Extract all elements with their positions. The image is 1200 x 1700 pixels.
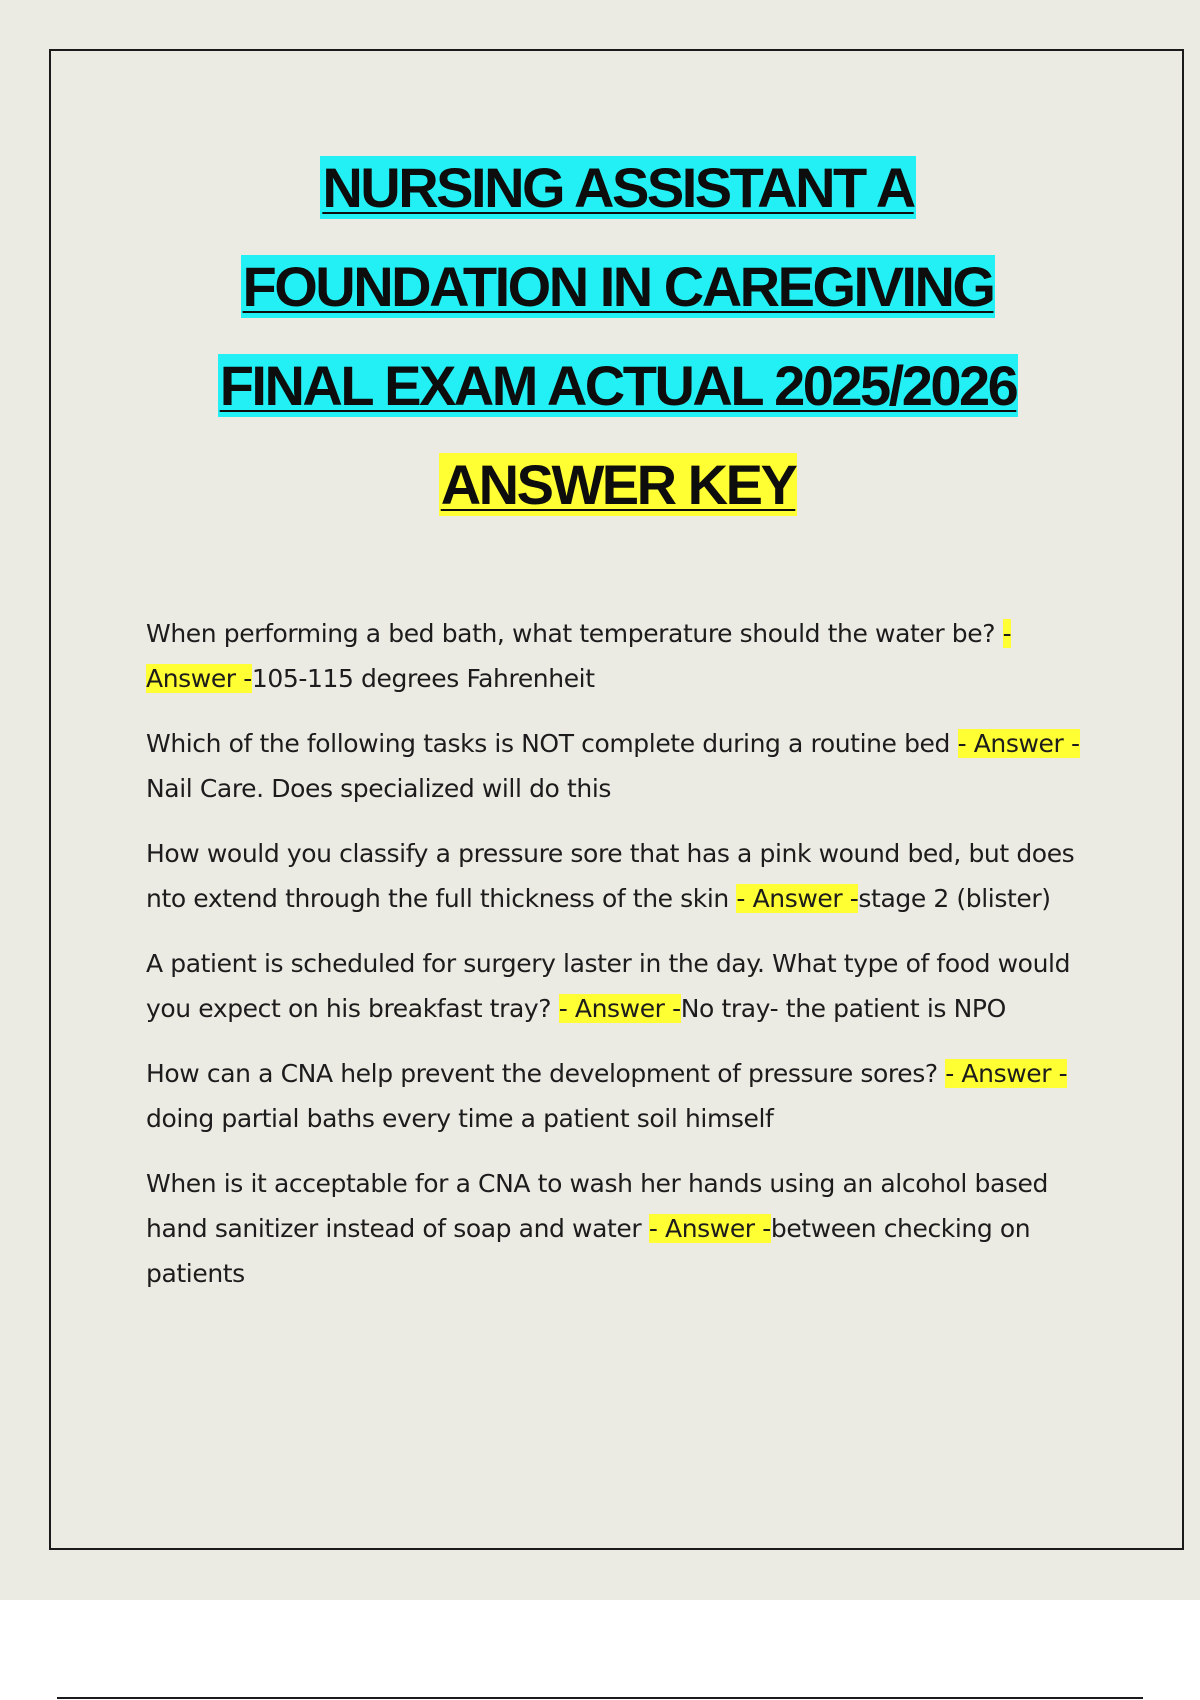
answer-tag: - Answer - [957,729,1080,758]
question-text: Which of the following tasks is NOT complete during a routine bed [146,729,958,758]
answer-tag: - Answer - [146,619,1012,693]
title-text: NURSING ASSISTANT A [322,156,914,219]
qa-item [146,831,1101,921]
question-text: When performing a bed bath, what temperature should the water be? [146,619,1003,648]
question-answer-list [146,611,1101,1316]
question-text: How would you classify a pressure sore that has a pink wound bed, but does nto extend through the full thickness of the skin [146,839,1075,913]
answer-tag: - Answer - [736,884,859,913]
question-text: A patient is scheduled for surgery laster in the day. What type of food would you expect on his breakfast tray? [146,949,1071,1023]
answer-text: doing partial baths every time a patient soil himself [146,1104,774,1133]
question-text: When is it acceptable for a CNA to wash her hands using an alcohol based hand sanitizer instead of soap and water [146,1169,1048,1243]
qa-item [146,721,1101,811]
answer-text: stage 2 (blister) [858,884,1051,913]
title-text: FINAL EXAM ACTUAL 2025/2026 [219,354,1017,417]
title-line-2 [0,237,1200,336]
title-line-3 [0,336,1200,435]
answer-tag: - Answer - [558,994,681,1023]
answer-text: between checking on patients [146,1214,1031,1288]
answer-tag: - Answer - [945,1059,1068,1088]
qa-item [146,1161,1101,1296]
title-line-1 [0,138,1200,237]
bottom-divider [57,1697,1143,1699]
answer-tag: - Answer - [648,1214,771,1243]
answer-text: No tray- the patient is NPO [680,994,1006,1023]
qa-item [146,611,1101,701]
qa-item [146,1051,1101,1141]
title-text: ANSWER KEY [440,453,796,516]
title-line-4 [0,435,1200,534]
answer-text: Nail Care. Does specialized will do this [146,774,611,803]
title-text: FOUNDATION IN CAREGIVING [242,255,994,318]
document-title [0,138,1200,534]
answer-text: 105-115 degrees Fahrenheit [251,664,595,693]
qa-item [146,941,1101,1031]
question-text: How can a CNA help prevent the development of pressure sores? [146,1059,946,1088]
